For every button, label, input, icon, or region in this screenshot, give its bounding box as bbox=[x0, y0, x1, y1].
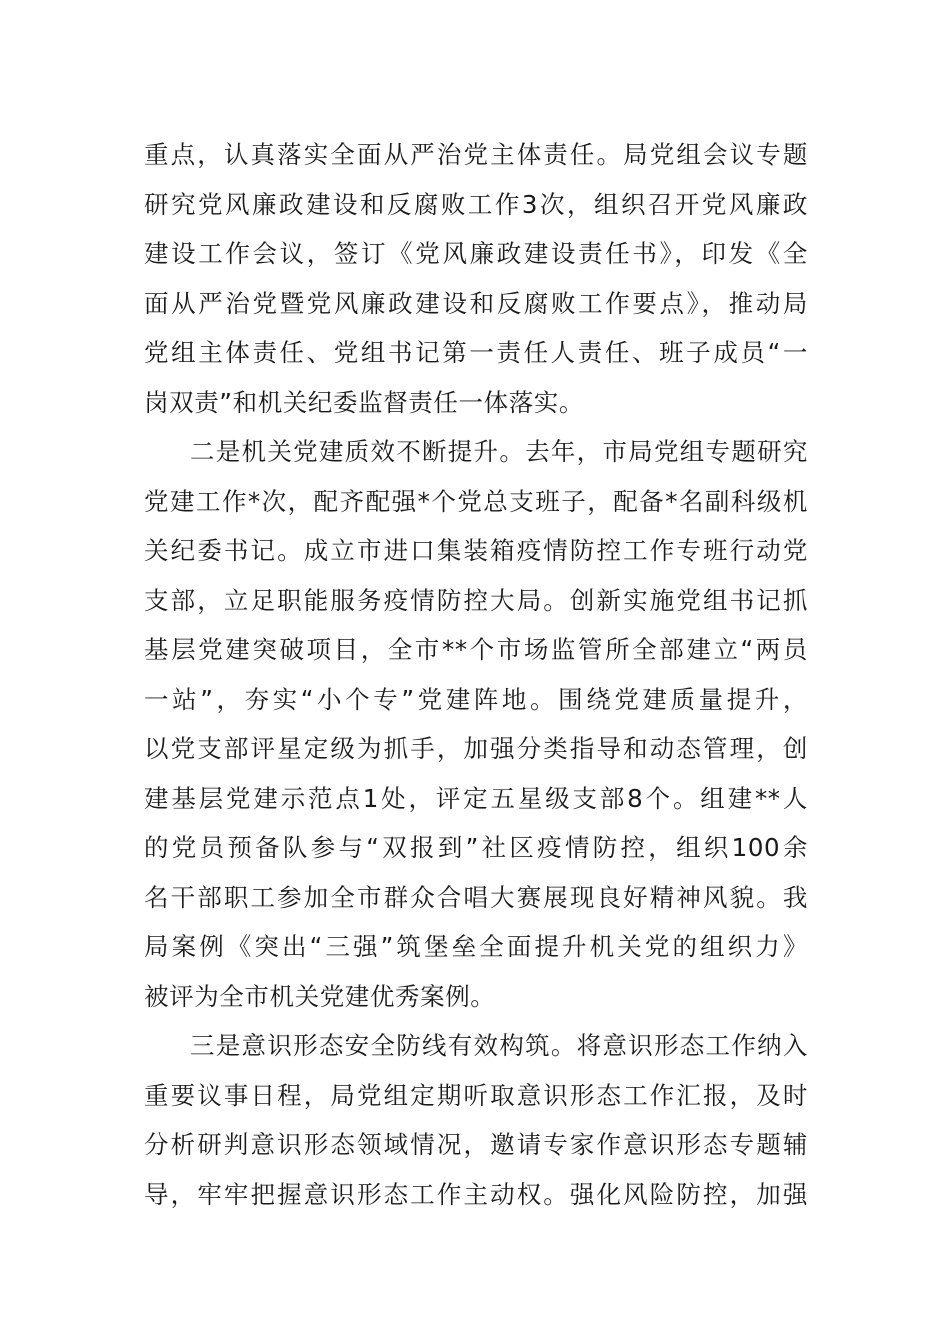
text-line: 重点，认真落实全面从严治党主体责任。局党组会议专题 bbox=[144, 140, 808, 169]
text-line: 支部，立足职能服务疫情防控大局。创新实施党组书记抓 bbox=[144, 585, 808, 615]
text-line: 的党员预备队参与“双报到”社区疫情防控，组织100余 bbox=[144, 833, 808, 862]
text-line: 一站”，夯实“小个专”党建阵地。围绕党建质量提升， bbox=[144, 684, 808, 714]
document-body bbox=[144, 130, 808, 1219]
paragraph-2 bbox=[144, 427, 808, 1021]
text-line: 名干部职工参加全市群众合唱大赛展现良好精神风貌。我 bbox=[144, 882, 808, 912]
text-line: 重要议事日程，局党组定期听取意识形态工作汇报，及时 bbox=[144, 1080, 808, 1110]
text-line: 三是意识形态安全防线有效构筑。将意识形态工作纳入 bbox=[190, 1031, 808, 1060]
text-line: 面从严治党暨党风廉政建设和反腐败工作要点》，推动局 bbox=[144, 288, 808, 318]
text-line: 党建工作*次，配齐配强*个党总支班子，配备*名副科级机 bbox=[144, 486, 808, 516]
text-line: 分析研判意识形态领域情况，邀请专家作意识形态专题辅 bbox=[144, 1130, 808, 1159]
text-line: 被评为全市机关党建优秀案例。 bbox=[144, 981, 496, 1011]
text-line: 导，牢牢把握意识形态工作主动权。强化风险防控，加强 bbox=[144, 1179, 808, 1209]
text-line: 建基层党建示范点1处，评定五星级支部8个。组建**人 bbox=[144, 783, 808, 813]
paragraph-3 bbox=[144, 1021, 808, 1219]
text-line: 建设工作会议，签订《党风廉政建设责任书》，印发《全 bbox=[144, 239, 808, 268]
text-line: 研究党风廉政建设和反腐败工作3次，组织召开党风廉政 bbox=[144, 189, 808, 219]
text-line: 二是机关党建质效不断提升。去年，市局党组专题研究 bbox=[190, 437, 808, 466]
text-line: 局案例《突出“三强”筑堡垒全面提升机关党的组织力》 bbox=[144, 932, 808, 961]
paragraph-1 bbox=[144, 130, 808, 427]
text-line: 以党支部评星定级为抓手，加强分类指导和动态管理，创 bbox=[144, 734, 808, 763]
text-line: 基层党建突破项目，全市**个市场监管所全部建立“两员 bbox=[144, 635, 808, 664]
text-line: 关纪委书记。成立市进口集装箱疫情防控工作专班行动党 bbox=[144, 536, 808, 565]
text-line: 岗双责”和机关纪委监督责任一体落实。 bbox=[144, 387, 584, 417]
text-line: 党组主体责任、党组书记第一责任人责任、班子成员“一 bbox=[144, 338, 808, 367]
